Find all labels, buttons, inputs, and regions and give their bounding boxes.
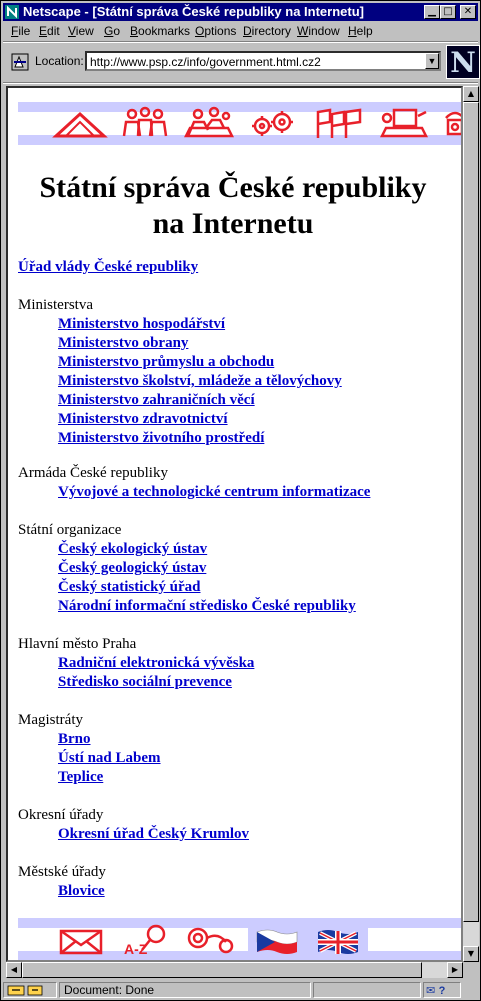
title-bar[interactable] <box>3 3 478 21</box>
section-heading-statni-organizace: Státní organizace <box>18 522 122 538</box>
link-ministerstvo-zdravotnictvi[interactable]: Ministerstvo zdravotnictví <box>58 411 228 427</box>
status-progress <box>313 982 421 998</box>
bookmark-quickfile-icon[interactable] <box>11 53 29 71</box>
link-vyvojove-centrum[interactable]: Vývojové a technologické centrum informatizace <box>58 484 371 500</box>
uk-flag-icon[interactable] <box>316 926 360 956</box>
parliament-session-icon[interactable] <box>184 106 234 140</box>
people-group-icon[interactable] <box>120 106 170 140</box>
toolbar-separator <box>3 82 478 84</box>
link-brno[interactable]: Brno <box>58 731 91 747</box>
minimize-icon: ▁ <box>428 6 436 17</box>
scroll-right-button[interactable] <box>447 962 463 978</box>
link-blovice[interactable]: Blovice <box>58 883 105 899</box>
vertical-scrollbar[interactable] <box>463 86 479 962</box>
link-ministerstvo-skolstvi[interactable]: Ministerstvo školství, mládeže a tělovýchovy <box>58 373 342 389</box>
location-input[interactable]: http://www.psp.cz/info/government.html.cz2 <box>85 51 441 71</box>
menu-bookmarks[interactable]: Bookmarks <box>130 24 191 38</box>
section-heading-praha: Hlavní město Praha <box>18 636 137 652</box>
mail-envelope-icon[interactable] <box>58 926 104 956</box>
menu-directory[interactable]: Directory <box>243 24 292 38</box>
netscape-logo-icon[interactable]: N <box>446 45 480 79</box>
arrow-left-icon: ◀ <box>10 965 18 974</box>
link-cesky-geologicky-ustav[interactable]: Český geologický ústav <box>58 560 207 576</box>
scroll-down-button[interactable] <box>463 946 479 962</box>
top-navigation-banner <box>18 102 463 146</box>
menu-edit[interactable]: Edit <box>39 24 60 38</box>
link-narodni-informacni-stredisko[interactable]: Národní informační středisko České republiky <box>58 598 356 614</box>
maximize-button[interactable] <box>440 5 456 19</box>
link-radnicni-vyveska[interactable]: Radniční elektronická vývěska <box>58 655 255 671</box>
menu-bar <box>3 22 478 40</box>
menu-options[interactable]: Options <box>195 24 237 38</box>
status-icons[interactable] <box>423 982 461 998</box>
page-title-line2: na Internetu <box>152 207 314 240</box>
location-label: Location: <box>35 54 84 68</box>
telephone-icon[interactable] <box>442 108 463 138</box>
mail-icon[interactable]: ✉ <box>426 985 436 997</box>
arrow-up-icon: ▲ <box>467 89 475 98</box>
minimize-button[interactable] <box>424 5 440 19</box>
link-ministerstvo-zivotniho-prostredi[interactable]: Ministerstvo životního prostředí <box>58 430 265 446</box>
section-heading-ministerstva: Ministerstva <box>18 297 93 313</box>
vertical-scroll-thumb[interactable] <box>463 102 479 922</box>
menu-help[interactable]: Help <box>348 24 373 38</box>
a-z-search-icon[interactable] <box>122 922 174 958</box>
flags-icon[interactable] <box>314 106 366 140</box>
section-heading-okresni-urady: Okresní úřady <box>18 807 104 823</box>
link-ministerstvo-zahranicnich-veci[interactable]: Ministerstvo zahraničních věcí <box>58 392 255 408</box>
menu-window[interactable]: Window <box>297 24 340 38</box>
window-title: Netscape - [Státní správa České republiky na Internetu] <box>23 4 364 19</box>
home-nav-icon[interactable] <box>52 108 108 140</box>
svg-text:A-Z: A-Z <box>124 941 148 957</box>
link-teplice[interactable]: Teplice <box>58 769 104 785</box>
status-text: Document: Done <box>59 982 311 998</box>
arrow-right-icon: ▶ <box>451 965 459 974</box>
link-cesky-statisticky-urad[interactable]: Český statistický úřad <box>58 579 201 595</box>
czech-flag-icon[interactable] <box>254 926 300 956</box>
office-computer-icon[interactable] <box>378 106 430 140</box>
page-content <box>6 86 463 962</box>
chevron-down-icon: ▼ <box>427 56 437 66</box>
section-heading-magistraty: Magistráty <box>18 712 83 728</box>
close-icon: ✕ <box>463 6 473 17</box>
security-key-icon <box>6 983 54 997</box>
help-icon[interactable]: ? <box>438 985 446 997</box>
link-usti-nad-labem[interactable]: Ústí nad Labem <box>58 750 161 766</box>
link-ministerstvo-prumyslu[interactable]: Ministerstvo průmyslu a obchodu <box>58 354 275 370</box>
netscape-app-icon[interactable] <box>5 5 19 19</box>
menu-file[interactable]: File <box>11 24 31 38</box>
link-urad-vlady[interactable]: Úřad vlády České republiky <box>18 259 199 275</box>
page-title <box>18 170 448 242</box>
link-cesky-ekologicky-ustav[interactable]: Český ekologický ústav <box>58 541 208 557</box>
status-bar <box>3 981 478 999</box>
horizontal-scrollbar[interactable] <box>6 962 463 978</box>
link-okresni-urad-cesky-krumlov[interactable]: Okresní úřad Český Krumlov <box>58 826 249 842</box>
close-button[interactable] <box>460 5 476 19</box>
menu-go[interactable]: Go <box>104 24 121 38</box>
link-stredisko-socialni-prevence[interactable]: Středisko sociální prevence <box>58 674 232 690</box>
section-heading-mestske-urady: Městské úřady <box>18 864 106 880</box>
scroll-up-button[interactable] <box>463 86 479 102</box>
horizontal-scroll-thumb[interactable] <box>22 962 422 978</box>
location-toolbar <box>3 43 478 79</box>
satellite-dish-icon[interactable] <box>186 924 238 958</box>
gears-icon[interactable] <box>250 108 296 140</box>
link-ministerstvo-obrany[interactable]: Ministerstvo obrany <box>58 335 189 351</box>
security-indicator[interactable] <box>3 982 57 998</box>
maximize-icon: □ <box>443 6 453 17</box>
arrow-down-icon: ▼ <box>467 949 475 958</box>
link-ministerstvo-hospodarstvi[interactable]: Ministerstvo hospodářství <box>58 316 226 332</box>
scroll-left-button[interactable] <box>6 962 22 978</box>
menu-view[interactable]: View <box>68 24 94 38</box>
section-heading-armada: Armáda České republiky <box>18 465 168 481</box>
page-title-line1: Státní správa České republiky <box>39 171 427 204</box>
bottom-navigation-banner <box>18 918 463 962</box>
location-dropdown-button[interactable] <box>425 53 439 69</box>
